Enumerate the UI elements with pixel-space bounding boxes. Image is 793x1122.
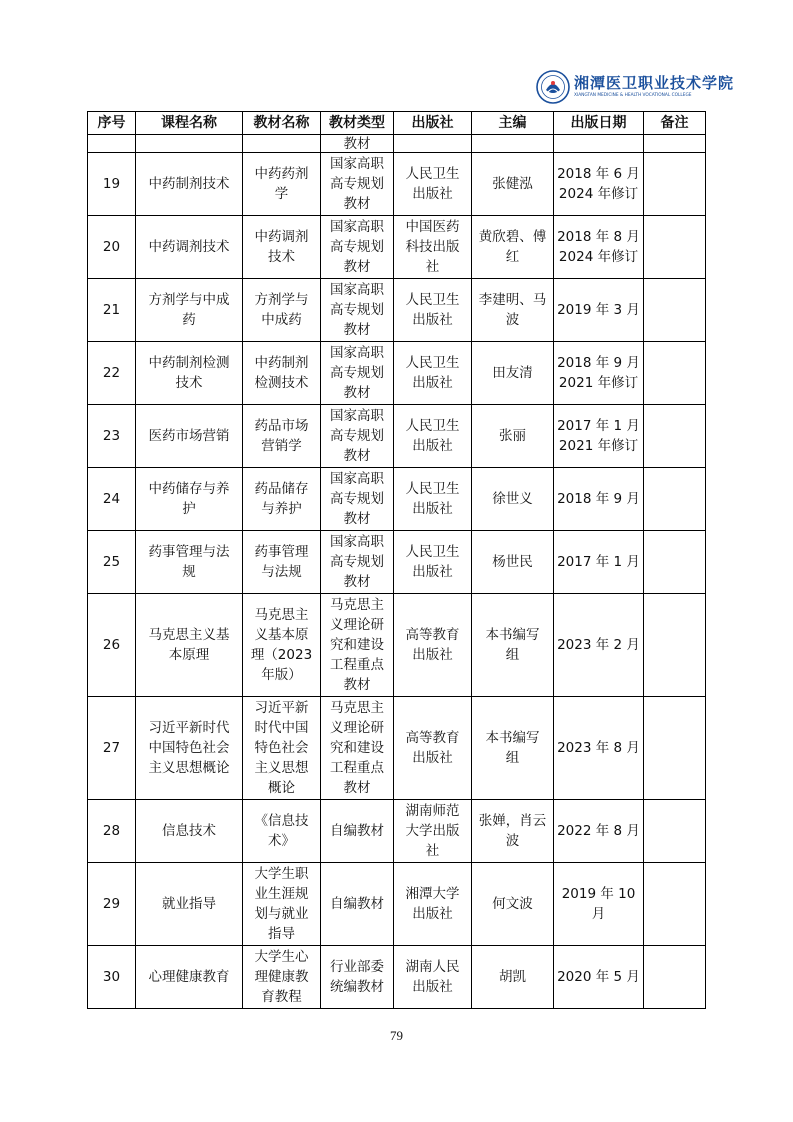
course-name: 马克思主义基 本原理 (136, 594, 243, 697)
publish-date: 2020 年 5 月 (554, 946, 644, 1009)
table-row (88, 342, 706, 405)
row-index: 23 (88, 405, 136, 468)
header-type: 教材类型 (321, 112, 394, 135)
table-cell (394, 135, 472, 153)
table-row (88, 531, 706, 594)
publish-date: 2022 年 8 月 (554, 800, 644, 863)
remarks (644, 863, 706, 946)
textbook-type: 国家高职 高专规划 教材 (321, 405, 394, 468)
chief-editor: 胡凯 (472, 946, 554, 1009)
row-index: 30 (88, 946, 136, 1009)
remarks (644, 697, 706, 800)
chief-editor: 李建明、马 波 (472, 279, 554, 342)
header-note: 备注 (644, 112, 706, 135)
chief-editor: 本书编写 组 (472, 594, 554, 697)
row-index: 28 (88, 800, 136, 863)
publisher: 湘潭大学 出版社 (394, 863, 472, 946)
chief-editor: 田友清 (472, 342, 554, 405)
publish-date: 2017 年 1 月 2021 年修订 (554, 405, 644, 468)
textbook-name: 大学生心 理健康教 育教程 (243, 946, 321, 1009)
publisher: 人民卫生 出版社 (394, 531, 472, 594)
textbook-type: 马克思主 义理论研 究和建设 工程重点 教材 (321, 697, 394, 800)
table-row (88, 153, 706, 216)
table-cell (554, 135, 644, 153)
publish-date: 2018 年 9 月 (554, 468, 644, 531)
publish-date: 2019 年 3 月 (554, 279, 644, 342)
row-index: 29 (88, 863, 136, 946)
textbook-name: 药事管理 与法规 (243, 531, 321, 594)
page-number: 79 (390, 1028, 403, 1043)
row-index: 19 (88, 153, 136, 216)
remarks (644, 468, 706, 531)
table-row (88, 279, 706, 342)
chief-editor: 黄欣碧、傅 红 (472, 216, 554, 279)
textbook-type: 马克思主 义理论研 究和建设 工程重点 教材 (321, 594, 394, 697)
course-name: 中药制剂技术 (136, 153, 243, 216)
course-name: 药事管理与法 规 (136, 531, 243, 594)
remarks (644, 216, 706, 279)
textbook-name: 中药药剂 学 (243, 153, 321, 216)
course-name: 信息技术 (136, 800, 243, 863)
textbook-type: 国家高职 高专规划 教材 (321, 468, 394, 531)
table-row (88, 946, 706, 1009)
row-index: 24 (88, 468, 136, 531)
table-row (88, 405, 706, 468)
textbook-name: 《信息技 术》 (243, 800, 321, 863)
textbook-type: 自编教材 (321, 863, 394, 946)
textbook-name: 药品市场 营销学 (243, 405, 321, 468)
header-course: 课程名称 (136, 112, 243, 135)
course-name: 方剂学与中成 药 (136, 279, 243, 342)
publish-date: 2019 年 10 月 (554, 863, 644, 946)
table-row (88, 594, 706, 697)
publisher: 人民卫生 出版社 (394, 405, 472, 468)
chief-editor: 张丽 (472, 405, 554, 468)
table-cell (472, 135, 554, 153)
logo-english-name: XIANGTAN MEDICINE & HEALTH VOCATIONAL COLLEGE (574, 93, 692, 98)
publish-date: 2023 年 2 月 (554, 594, 644, 697)
textbook-name: 中药调剂 技术 (243, 216, 321, 279)
course-name: 就业指导 (136, 863, 243, 946)
chief-editor: 何文波 (472, 863, 554, 946)
textbook-type: 国家高职 高专规划 教材 (321, 216, 394, 279)
textbook-type: 国家高职 高专规划 教材 (321, 279, 394, 342)
table-cell: 教材 (321, 135, 394, 153)
remarks (644, 531, 706, 594)
publish-date: 2018 年 6 月 2024 年修订 (554, 153, 644, 216)
table-row (88, 697, 706, 800)
remarks (644, 279, 706, 342)
chief-editor: 徐世义 (472, 468, 554, 531)
table-cell (88, 135, 136, 153)
table-cell (136, 135, 243, 153)
textbook-name: 大学生职 业生涯规 划与就业 指导 (243, 863, 321, 946)
row-index: 26 (88, 594, 136, 697)
chief-editor: 张婵，肖云 波 (472, 800, 554, 863)
remarks (644, 153, 706, 216)
course-name: 医药市场营销 (136, 405, 243, 468)
continuation-row (88, 135, 706, 153)
publisher: 湖南人民 出版社 (394, 946, 472, 1009)
course-name: 中药储存与养 护 (136, 468, 243, 531)
table-header-row (88, 112, 706, 135)
publisher: 人民卫生 出版社 (394, 468, 472, 531)
chief-editor: 本书编写 组 (472, 697, 554, 800)
publish-date: 2023 年 8 月 (554, 697, 644, 800)
publish-date: 2017 年 1 月 (554, 531, 644, 594)
chief-editor: 杨世民 (472, 531, 554, 594)
publisher: 人民卫生 出版社 (394, 153, 472, 216)
remarks (644, 594, 706, 697)
textbook-name: 马克思主 义基本原 理（2023 年版） (243, 594, 321, 697)
header-publisher: 出版社 (394, 112, 472, 135)
course-name: 中药制剂检测 技术 (136, 342, 243, 405)
textbook-name: 药品储存 与养护 (243, 468, 321, 531)
header-textbook: 教材名称 (243, 112, 321, 135)
header-editor: 主编 (472, 112, 554, 135)
textbook-type: 国家高职 高专规划 教材 (321, 153, 394, 216)
publish-date: 2018 年 9 月 2021 年修订 (554, 342, 644, 405)
row-index: 22 (88, 342, 136, 405)
college-logo (536, 70, 735, 104)
row-index: 25 (88, 531, 136, 594)
publisher: 高等教育 出版社 (394, 697, 472, 800)
row-index: 20 (88, 216, 136, 279)
remarks (644, 800, 706, 863)
remarks (644, 342, 706, 405)
table-cell (644, 135, 706, 153)
header-index: 序号 (88, 112, 136, 135)
table-row (88, 216, 706, 279)
publisher: 人民卫生 出版社 (394, 342, 472, 405)
textbook-table (87, 111, 706, 1009)
table-cell (243, 135, 321, 153)
textbook-type: 自编教材 (321, 800, 394, 863)
course-name: 习近平新时代 中国特色社会 主义思想概论 (136, 697, 243, 800)
textbook-name: 习近平新 时代中国 特色社会 主义思想 概论 (243, 697, 321, 800)
header-date: 出版日期 (554, 112, 644, 135)
table-row (88, 863, 706, 946)
row-index: 27 (88, 697, 136, 800)
textbook-type: 国家高职 高专规划 教材 (321, 342, 394, 405)
remarks (644, 946, 706, 1009)
course-name: 心理健康教育 (136, 946, 243, 1009)
chief-editor: 张健泓 (472, 153, 554, 216)
publish-date: 2018 年 8 月 2024 年修订 (554, 216, 644, 279)
remarks (644, 405, 706, 468)
table-row (88, 468, 706, 531)
publisher: 湖南师范 大学出版 社 (394, 800, 472, 863)
logo-chinese-name: 湘潭医卫职业技术学院 (574, 74, 735, 92)
publisher: 高等教育 出版社 (394, 594, 472, 697)
course-name: 中药调剂技术 (136, 216, 243, 279)
row-index: 21 (88, 279, 136, 342)
textbook-type: 行业部委 统编教材 (321, 946, 394, 1009)
table-row (88, 800, 706, 863)
textbook-name: 方剂学与 中成药 (243, 279, 321, 342)
textbook-name: 中药制剂 检测技术 (243, 342, 321, 405)
publisher: 中国医药 科技出版 社 (394, 216, 472, 279)
publisher: 人民卫生 出版社 (394, 279, 472, 342)
textbook-type: 国家高职 高专规划 教材 (321, 531, 394, 594)
college-emblem-icon (536, 70, 570, 104)
